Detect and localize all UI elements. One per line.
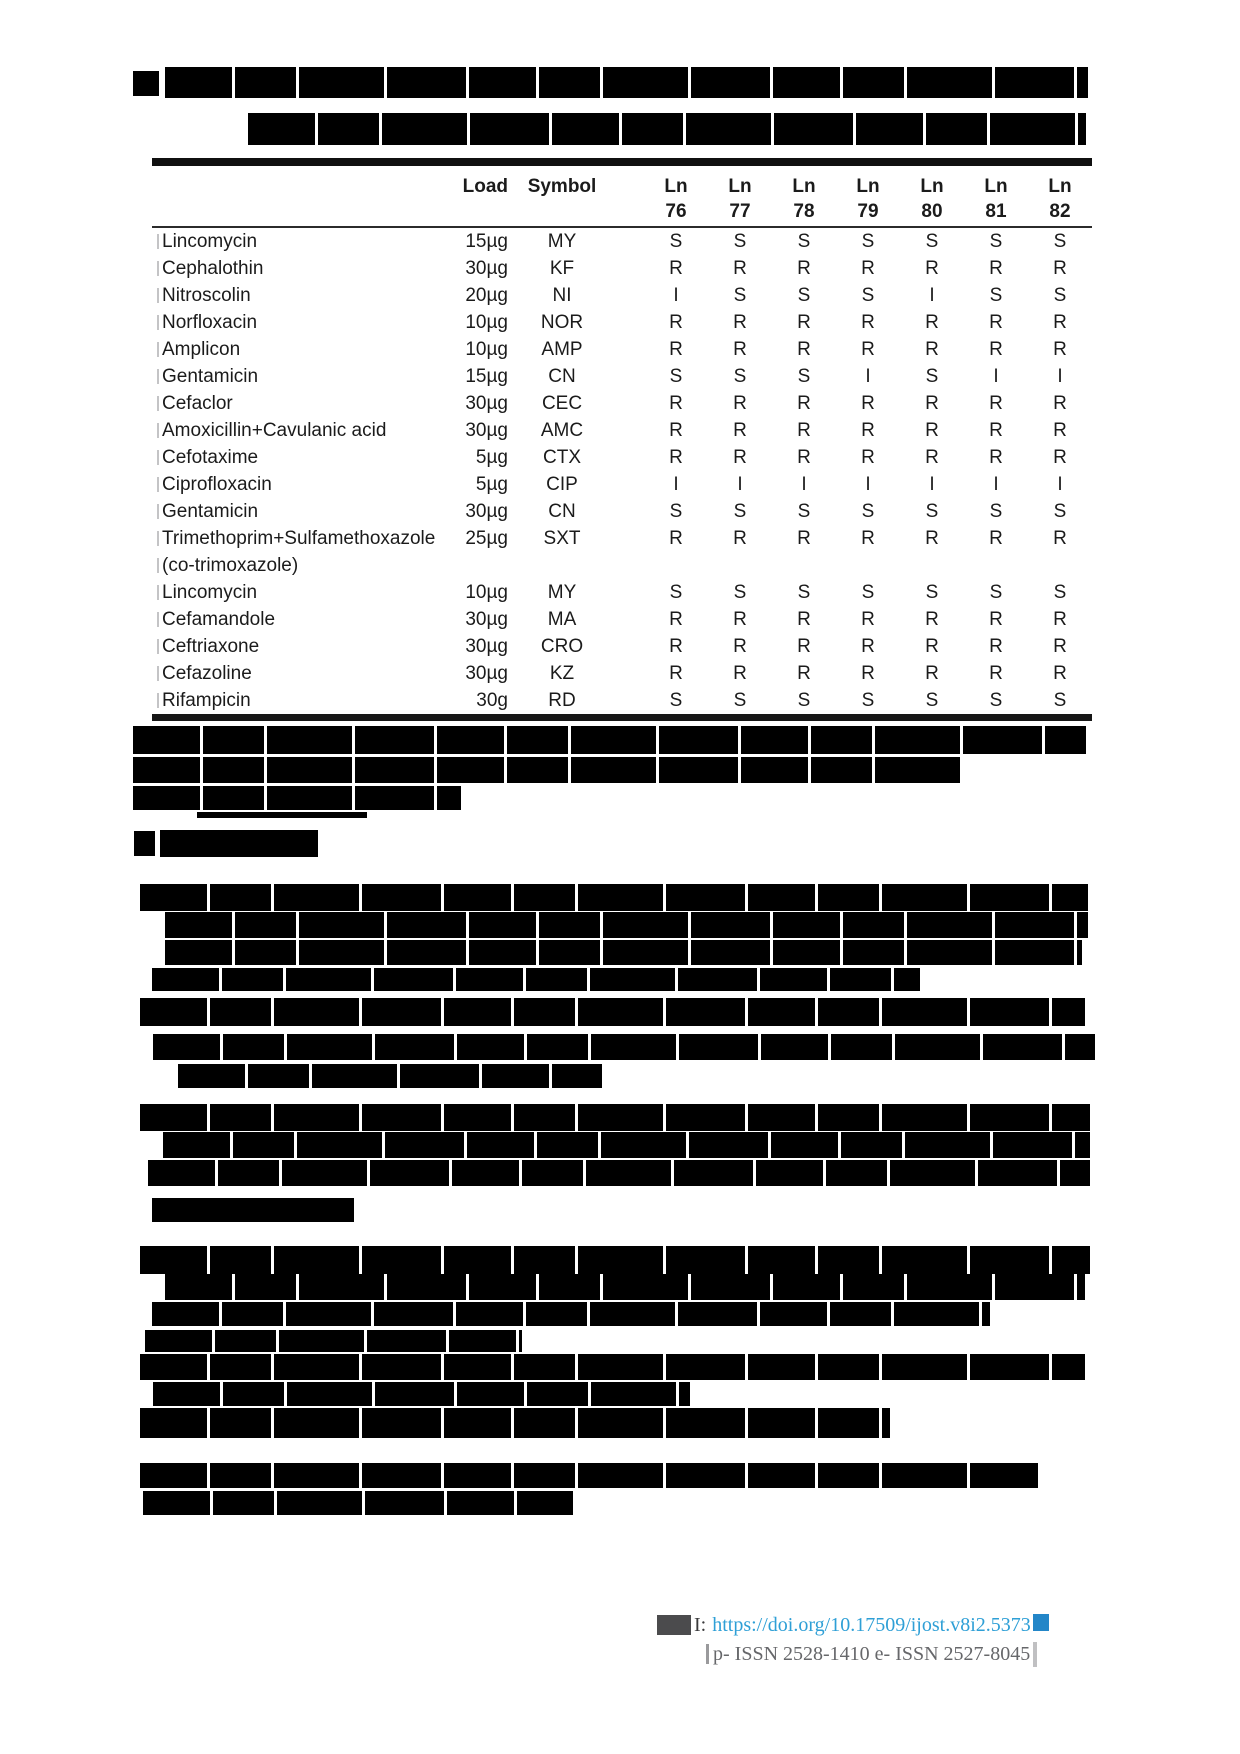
row-tick-mark bbox=[157, 288, 159, 303]
susceptibility-cell: I bbox=[929, 284, 935, 306]
susceptibility-cell: R bbox=[989, 662, 1003, 684]
susceptibility-cell: R bbox=[925, 527, 939, 549]
antibiotic-name-cell: Amoxicillin+Cavulanic acid bbox=[152, 417, 420, 444]
row-tick-mark bbox=[157, 477, 159, 492]
row-tick-mark bbox=[157, 369, 159, 384]
susceptibility-cell: R bbox=[861, 527, 875, 549]
susceptibility-cell: R bbox=[989, 311, 1003, 333]
header-isolate-number: 76 bbox=[644, 198, 708, 227]
susceptibility-cell: S bbox=[989, 581, 1003, 603]
redacted-text-bar bbox=[152, 1198, 354, 1222]
issn-text: p- ISSN 2528-1410 e- ISSN 2527-8045 bbox=[713, 1642, 1031, 1665]
susceptibility-cell: I bbox=[673, 473, 679, 495]
susceptibility-cell: R bbox=[733, 662, 747, 684]
susceptibility-cell: R bbox=[669, 635, 683, 657]
doi-redaction-box bbox=[657, 1615, 691, 1635]
susceptibility-cell: R bbox=[989, 338, 1003, 360]
header-blank bbox=[512, 198, 612, 227]
antibiotic-name-cell: Cefamandole bbox=[152, 606, 420, 633]
antibiotic-name-cell: Gentamicin bbox=[152, 363, 420, 390]
row-tick-mark bbox=[157, 693, 159, 708]
table-row bbox=[152, 552, 1092, 579]
susceptibility-cell: S bbox=[733, 689, 747, 711]
header-blank bbox=[420, 198, 512, 227]
header-blank bbox=[612, 198, 644, 227]
symbol-cell: KZ bbox=[549, 662, 575, 684]
load-cell: 30µg bbox=[465, 662, 508, 684]
susceptibility-cell: S bbox=[797, 365, 811, 387]
susceptibility-cell: R bbox=[989, 257, 1003, 279]
susceptibility-cell: R bbox=[733, 311, 747, 333]
susceptibility-cell: R bbox=[669, 257, 683, 279]
redacted-text-bar bbox=[160, 830, 318, 857]
susceptibility-cell: R bbox=[925, 392, 939, 414]
antibiotic-name-cell: Rifampicin bbox=[152, 687, 420, 718]
redacted-text-bar bbox=[153, 1034, 1095, 1060]
table-row bbox=[152, 417, 1092, 444]
susceptibility-cell: I bbox=[1057, 365, 1063, 387]
redacted-text-bar bbox=[152, 1302, 990, 1326]
table-row bbox=[152, 309, 1092, 336]
table-row bbox=[152, 525, 1092, 552]
susceptibility-cell: S bbox=[861, 581, 875, 603]
susceptibility-cell: R bbox=[861, 338, 875, 360]
header-isolate-number: 80 bbox=[900, 198, 964, 227]
redacted-text-bar bbox=[140, 884, 1088, 911]
susceptibility-cell: R bbox=[1053, 311, 1067, 333]
susceptibility-cell: R bbox=[989, 419, 1003, 441]
row-tick-mark bbox=[157, 612, 159, 627]
header-blank bbox=[152, 198, 420, 227]
susceptibility-cell: I bbox=[801, 473, 807, 495]
susceptibility-cell: R bbox=[669, 311, 683, 333]
antibiotic-susceptibility-table bbox=[152, 158, 1092, 721]
susceptibility-cell: R bbox=[1053, 635, 1067, 657]
susceptibility-cell: R bbox=[1053, 608, 1067, 630]
table-row bbox=[152, 606, 1092, 633]
susceptibility-cell: S bbox=[797, 581, 811, 603]
susceptibility-cell: R bbox=[861, 662, 875, 684]
susceptibility-cell: R bbox=[797, 446, 811, 468]
doi-line bbox=[657, 1612, 1049, 1638]
header-ln: Ln bbox=[856, 176, 880, 197]
table-row bbox=[152, 498, 1092, 525]
symbol-cell: NI bbox=[552, 284, 572, 306]
spacer-cell bbox=[612, 606, 644, 633]
load-cell: 30µg bbox=[465, 257, 508, 279]
load-cell: 5µg bbox=[475, 473, 508, 495]
table-row bbox=[152, 471, 1092, 498]
antibiotic-name-cell: Cefazoline bbox=[152, 660, 420, 687]
row-tick-mark bbox=[157, 639, 159, 654]
header-isolate-number: 82 bbox=[1028, 198, 1092, 227]
symbol-cell: RD bbox=[548, 689, 576, 711]
load-cell bbox=[420, 552, 512, 579]
susceptibility-cell: R bbox=[669, 419, 683, 441]
row-tick-mark bbox=[157, 396, 159, 411]
load-cell: 20µg bbox=[465, 284, 508, 306]
susceptibility-cell: S bbox=[925, 365, 939, 387]
susceptibility-cell: S bbox=[925, 581, 939, 603]
susceptibility-cell: S bbox=[797, 284, 811, 306]
susceptibility-cell: I bbox=[673, 284, 679, 306]
load-cell: 30µg bbox=[465, 608, 508, 630]
table-row bbox=[152, 336, 1092, 363]
header-ln: Ln bbox=[728, 176, 752, 197]
spacer-cell bbox=[612, 444, 644, 471]
susceptibility-cell: S bbox=[989, 500, 1003, 522]
header-ln: Ln bbox=[984, 176, 1008, 197]
spacer-cell bbox=[612, 390, 644, 417]
redacted-text-bar bbox=[134, 831, 155, 856]
row-tick-mark bbox=[157, 234, 159, 249]
antibiotic-name-cell: Ciprofloxacin bbox=[152, 471, 420, 498]
susceptibility-cell: S bbox=[669, 230, 683, 252]
susceptibility-cell: R bbox=[861, 392, 875, 414]
load-cell: 15µg bbox=[465, 230, 508, 252]
susceptibility-cell: I bbox=[1057, 473, 1063, 495]
susceptibility-cell bbox=[836, 552, 900, 579]
redacted-text-bar bbox=[248, 113, 1086, 145]
spacer-cell bbox=[612, 498, 644, 525]
header-spacer bbox=[612, 162, 644, 198]
spacer-cell bbox=[612, 552, 644, 579]
header-isolate-number: 77 bbox=[708, 198, 772, 227]
table-body bbox=[152, 227, 1092, 718]
header-ln: Ln bbox=[664, 176, 688, 197]
symbol-cell: MY bbox=[547, 230, 577, 252]
susceptibility-cell: S bbox=[797, 689, 811, 711]
susceptibility-cell: R bbox=[1053, 419, 1067, 441]
antibiotic-name-cell: Ceftriaxone bbox=[152, 633, 420, 660]
redacted-text-bar bbox=[197, 812, 367, 818]
link-end-redaction-box bbox=[1033, 1614, 1049, 1631]
redacted-text-bar bbox=[165, 940, 1082, 965]
susceptibility-cell: R bbox=[1053, 662, 1067, 684]
row-tick-mark bbox=[157, 423, 159, 438]
symbol-cell: NOR bbox=[540, 311, 584, 333]
symbol-cell: AMP bbox=[541, 338, 583, 360]
susceptibility-cell: R bbox=[733, 635, 747, 657]
symbol-cell: CN bbox=[548, 500, 576, 522]
table-row bbox=[152, 444, 1092, 471]
susceptibility-cell: S bbox=[989, 230, 1003, 252]
redacted-text-bar bbox=[133, 757, 963, 783]
susceptibility-cell: R bbox=[669, 608, 683, 630]
susceptibility-cell: R bbox=[797, 608, 811, 630]
spacer-cell bbox=[612, 687, 644, 718]
susceptibility-cell: R bbox=[797, 419, 811, 441]
symbol-cell: CN bbox=[548, 365, 576, 387]
redacted-text-bar bbox=[165, 67, 1088, 98]
susceptibility-cell: R bbox=[797, 392, 811, 414]
table-row bbox=[152, 363, 1092, 390]
redacted-text-bar bbox=[178, 1064, 602, 1088]
table-row bbox=[152, 687, 1092, 718]
header-ln: Ln bbox=[1048, 176, 1072, 197]
redacted-text-bar bbox=[133, 71, 159, 96]
redacted-text-bar bbox=[140, 1354, 1085, 1380]
susceptibility-cell: R bbox=[733, 338, 747, 360]
susceptibility-cell: R bbox=[669, 662, 683, 684]
susceptibility-cell: R bbox=[1053, 392, 1067, 414]
susceptibility-cell: R bbox=[925, 257, 939, 279]
spacer-cell bbox=[612, 471, 644, 498]
antibiotic-name-cell: Cephalothin bbox=[152, 255, 420, 282]
susceptibility-cell: I bbox=[929, 473, 935, 495]
susceptibility-cell: R bbox=[989, 527, 1003, 549]
susceptibility-cell bbox=[772, 552, 836, 579]
susceptibility-cell: I bbox=[865, 365, 871, 387]
susceptibility-cell: S bbox=[733, 284, 747, 306]
susceptibility-cell: R bbox=[1053, 338, 1067, 360]
spacer-cell bbox=[612, 309, 644, 336]
antibiotic-name-cell: Cefotaxime bbox=[152, 444, 420, 471]
susceptibility-cell: S bbox=[861, 284, 875, 306]
symbol-cell: MY bbox=[547, 581, 577, 603]
susceptibility-cell: S bbox=[669, 689, 683, 711]
susceptibility-cell: S bbox=[669, 500, 683, 522]
row-tick-mark bbox=[157, 342, 159, 357]
spacer-cell bbox=[612, 633, 644, 660]
issn-right-tick bbox=[1033, 1642, 1037, 1667]
susceptibility-cell: S bbox=[861, 500, 875, 522]
susceptibility-cell: S bbox=[797, 500, 811, 522]
susceptibility-cell: R bbox=[733, 419, 747, 441]
susceptibility-cell: R bbox=[925, 311, 939, 333]
susceptibility-cell: S bbox=[861, 230, 875, 252]
antibiotic-name-cell: Cefaclor bbox=[152, 390, 420, 417]
redacted-text-bar bbox=[165, 1274, 1085, 1300]
row-tick-mark bbox=[157, 531, 159, 546]
redacted-text-bar bbox=[165, 912, 1088, 938]
susceptibility-cell: S bbox=[925, 230, 939, 252]
antibiotic-name-cell: Gentamicin bbox=[152, 498, 420, 525]
load-cell: 5µg bbox=[475, 446, 508, 468]
load-cell: 10µg bbox=[465, 338, 508, 360]
row-tick-mark bbox=[157, 585, 159, 600]
redacted-text-bar bbox=[140, 998, 1085, 1026]
row-tick-mark bbox=[157, 558, 159, 573]
redacted-text-bar bbox=[153, 1382, 690, 1406]
susceptibility-cell: R bbox=[669, 527, 683, 549]
susceptibility-cell: I bbox=[737, 473, 743, 495]
header-load: Load bbox=[462, 176, 508, 197]
susceptibility-cell bbox=[900, 552, 964, 579]
header-ln: Ln bbox=[792, 176, 816, 197]
symbol-cell: CTX bbox=[543, 446, 581, 468]
redacted-text-bar bbox=[140, 1463, 1038, 1488]
susceptibility-cell: R bbox=[925, 635, 939, 657]
susceptibility-cell: R bbox=[989, 392, 1003, 414]
issn-line bbox=[706, 1641, 1037, 1667]
susceptibility-cell: R bbox=[797, 311, 811, 333]
susceptibility-cell: S bbox=[797, 230, 811, 252]
redacted-text-bar bbox=[133, 726, 1086, 754]
susceptibility-cell: R bbox=[989, 446, 1003, 468]
susceptibility-cell bbox=[964, 552, 1028, 579]
susceptibility-cell: S bbox=[669, 365, 683, 387]
spacer-cell bbox=[612, 255, 644, 282]
antibiotic-name-cell: Lincomycin bbox=[152, 579, 420, 606]
load-cell: 10µg bbox=[465, 581, 508, 603]
table-row bbox=[152, 255, 1092, 282]
susceptibility-cell bbox=[708, 552, 772, 579]
susceptibility-cell: I bbox=[865, 473, 871, 495]
table-row bbox=[152, 579, 1092, 606]
symbol-cell bbox=[512, 552, 612, 579]
susceptibility-cell: R bbox=[925, 419, 939, 441]
susceptibility-cell bbox=[1028, 552, 1092, 579]
susceptibility-cell: R bbox=[925, 446, 939, 468]
susceptibility-cell: I bbox=[993, 365, 999, 387]
susceptibility-cell: S bbox=[1053, 581, 1067, 603]
susceptibility-cell: S bbox=[989, 284, 1003, 306]
doi-label-fragment: I: bbox=[694, 1613, 707, 1636]
spacer-cell bbox=[612, 336, 644, 363]
susceptibility-cell: R bbox=[733, 608, 747, 630]
row-tick-mark bbox=[157, 261, 159, 276]
susceptibility-cell: S bbox=[733, 500, 747, 522]
table-row bbox=[152, 633, 1092, 660]
susceptibility-cell: S bbox=[1053, 500, 1067, 522]
symbol-cell: KF bbox=[549, 257, 575, 279]
table-row bbox=[152, 660, 1092, 687]
susceptibility-cell: R bbox=[1053, 446, 1067, 468]
header-isolate-number: 78 bbox=[772, 198, 836, 227]
redacted-text-bar bbox=[143, 1491, 573, 1515]
symbol-cell: AMC bbox=[540, 419, 584, 441]
spacer-cell bbox=[612, 660, 644, 687]
susceptibility-cell: R bbox=[733, 446, 747, 468]
antibiotic-name-cell: Lincomycin bbox=[152, 227, 420, 255]
susceptibility-cell: R bbox=[797, 662, 811, 684]
susceptibility-cell: R bbox=[861, 608, 875, 630]
header-symbol: Symbol bbox=[527, 176, 597, 197]
symbol-cell: SXT bbox=[543, 527, 581, 549]
susceptibility-cell: S bbox=[861, 689, 875, 711]
antibiotic-name-cell: (co-trimoxazole) bbox=[152, 552, 420, 579]
doi-link[interactable]: https://doi.org/10.17509/ijost.v8i2.5373 bbox=[712, 1613, 1031, 1636]
symbol-cell: CEC bbox=[541, 392, 583, 414]
table-row bbox=[152, 282, 1092, 309]
susceptibility-cell: R bbox=[925, 662, 939, 684]
susceptibility-cell: R bbox=[797, 635, 811, 657]
susceptibility-cell: R bbox=[669, 338, 683, 360]
spacer-cell bbox=[612, 282, 644, 309]
susceptibility-cell: R bbox=[861, 311, 875, 333]
row-tick-mark bbox=[157, 666, 159, 681]
susceptibility-cell: R bbox=[1053, 257, 1067, 279]
susceptibility-cell: S bbox=[733, 581, 747, 603]
susceptibility-cell: R bbox=[861, 446, 875, 468]
antibiotic-name-cell: Amplicon bbox=[152, 336, 420, 363]
susceptibility-cell: R bbox=[733, 527, 747, 549]
susceptibility-cell: R bbox=[989, 635, 1003, 657]
load-cell: 10µg bbox=[465, 311, 508, 333]
susceptibility-cell: S bbox=[989, 689, 1003, 711]
spacer-cell bbox=[612, 417, 644, 444]
spacer-cell bbox=[612, 525, 644, 552]
redacted-text-bar bbox=[148, 1160, 1090, 1186]
susceptibility-cell: S bbox=[733, 365, 747, 387]
load-cell: 30µg bbox=[465, 500, 508, 522]
load-cell: 30µg bbox=[465, 635, 508, 657]
susceptibility-cell: R bbox=[733, 392, 747, 414]
antibiotic-name-cell: Trimethoprim+Sulfamethoxazole bbox=[152, 525, 420, 552]
header-blank bbox=[152, 162, 420, 198]
susceptibility-cell: S bbox=[925, 500, 939, 522]
spacer-cell bbox=[612, 227, 644, 255]
row-tick-mark bbox=[157, 450, 159, 465]
susceptibility-cell: S bbox=[1053, 689, 1067, 711]
susceptibility-cell: R bbox=[797, 527, 811, 549]
symbol-cell: CIP bbox=[546, 473, 578, 495]
susceptibility-cell: S bbox=[925, 689, 939, 711]
load-cell: 30µg bbox=[465, 419, 508, 441]
row-tick-mark bbox=[157, 315, 159, 330]
susceptibility-cell: S bbox=[669, 581, 683, 603]
header-isolate-number: 79 bbox=[836, 198, 900, 227]
susceptibility-cell: S bbox=[1053, 230, 1067, 252]
spacer-cell bbox=[612, 363, 644, 390]
load-cell: 30g bbox=[476, 689, 508, 711]
redacted-text-bar bbox=[140, 1104, 1090, 1131]
symbol-cell: MA bbox=[547, 608, 577, 630]
susceptibility-cell: R bbox=[797, 257, 811, 279]
redacted-text-bar bbox=[163, 1132, 1090, 1158]
susceptibility-cell: R bbox=[861, 419, 875, 441]
susceptibility-cell: R bbox=[861, 257, 875, 279]
susceptibility-cell: R bbox=[925, 338, 939, 360]
susceptibility-cell: R bbox=[861, 635, 875, 657]
susceptibility-cell: R bbox=[797, 338, 811, 360]
issn-left-tick bbox=[706, 1644, 709, 1664]
susceptibility-cell: R bbox=[925, 608, 939, 630]
table-row bbox=[152, 227, 1092, 255]
susceptibility-cell: S bbox=[733, 230, 747, 252]
susceptibility-cell bbox=[644, 552, 708, 579]
susceptibility-cell: R bbox=[1053, 527, 1067, 549]
redacted-text-bar bbox=[140, 1246, 1090, 1274]
symbol-cell: CRO bbox=[540, 635, 584, 657]
susceptibility-cell: I bbox=[993, 473, 999, 495]
antibiotic-name-cell: Norfloxacin bbox=[152, 309, 420, 336]
redacted-text-bar bbox=[152, 968, 920, 991]
susceptibility-cell: R bbox=[733, 257, 747, 279]
antibiotic-susceptibility-table-wrap bbox=[152, 158, 1092, 721]
susceptibility-cell: R bbox=[669, 392, 683, 414]
susceptibility-cell: R bbox=[669, 446, 683, 468]
header-ln: Ln bbox=[920, 176, 944, 197]
redacted-text-bar bbox=[140, 1408, 890, 1438]
load-cell: 25µg bbox=[465, 527, 508, 549]
redacted-text-bar bbox=[133, 786, 461, 810]
table-row bbox=[152, 390, 1092, 417]
antibiotic-name-cell: Nitroscolin bbox=[152, 282, 420, 309]
susceptibility-cell: R bbox=[989, 608, 1003, 630]
table-header bbox=[152, 162, 1092, 227]
susceptibility-cell: S bbox=[1053, 284, 1067, 306]
spacer-cell bbox=[612, 579, 644, 606]
redacted-text-bar bbox=[145, 1330, 522, 1352]
header-isolate-number: 81 bbox=[964, 198, 1028, 227]
row-tick-mark bbox=[157, 504, 159, 519]
load-cell: 15µg bbox=[465, 365, 508, 387]
load-cell: 30µg bbox=[465, 392, 508, 414]
